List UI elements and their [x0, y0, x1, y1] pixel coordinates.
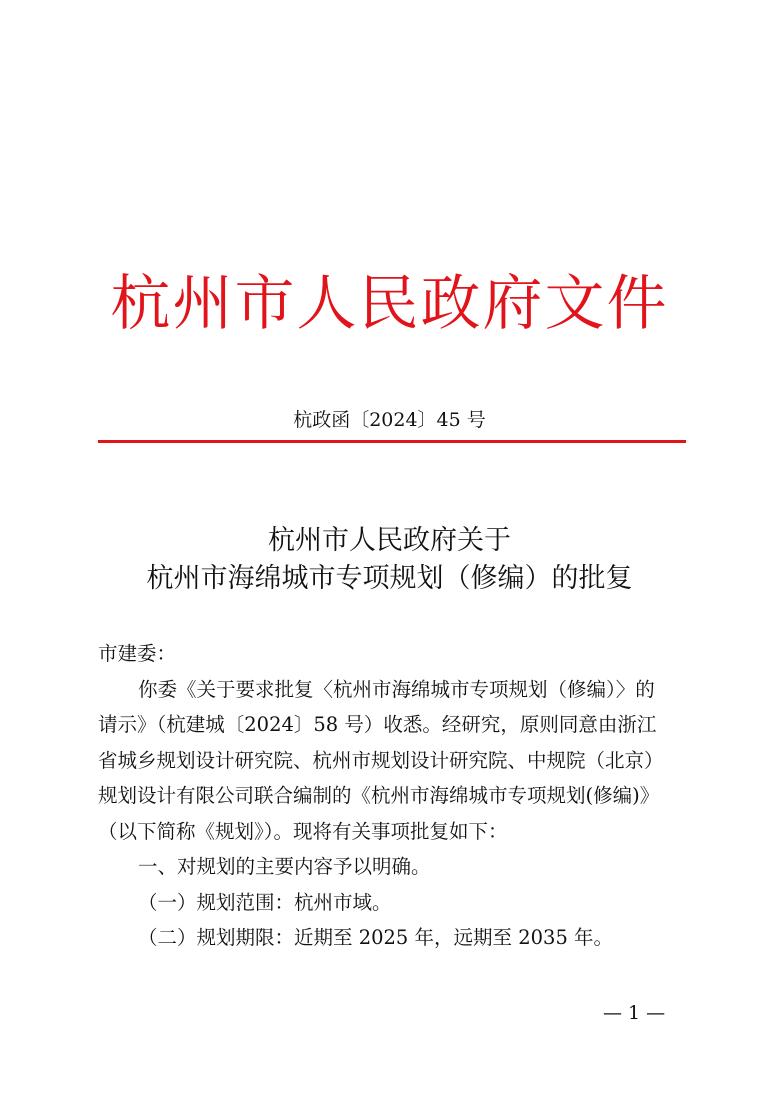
document-body [98, 636, 688, 956]
subject-line-1: 杭州市人民政府关于 [268, 525, 511, 556]
page-number: — 1 — [603, 1002, 666, 1024]
body-line: 省城乡规划设计研究院、杭州市规划设计研究院、中规院（北京） [98, 748, 664, 772]
issuer-title: 杭州市人民政府文件 [110, 269, 669, 339]
body-line: 你委《关于要求批复〈杭州市海绵城市专项规划（修编）〉的 [138, 677, 655, 701]
body-line: 请示》（杭建城〔2024〕58 号）收悉。经研究，原则同意由浙江 [98, 713, 657, 736]
addressee: 市建委： [98, 642, 177, 665]
document-subject [0, 522, 779, 598]
red-divider [98, 440, 686, 443]
body-line: （以下简称《规划》）。现将有关事项批复如下： [98, 819, 508, 843]
document-number: 杭政函〔2024〕45 号 [293, 409, 486, 431]
section-heading: 一、对规划的主要内容予以明确。 [138, 855, 431, 878]
sub-item: （一）规划范围：杭州市域。 [138, 890, 392, 914]
body-line: 规划设计有限公司联合编制的《杭州市海绵城市专项规划(修编)》 [98, 784, 660, 807]
sub-item: （二）规划期限：近期至 2025 年，远期至 2035 年。 [138, 926, 614, 949]
subject-line-2: 杭州市海绵城市专项规划（修编）的批复 [146, 563, 633, 594]
